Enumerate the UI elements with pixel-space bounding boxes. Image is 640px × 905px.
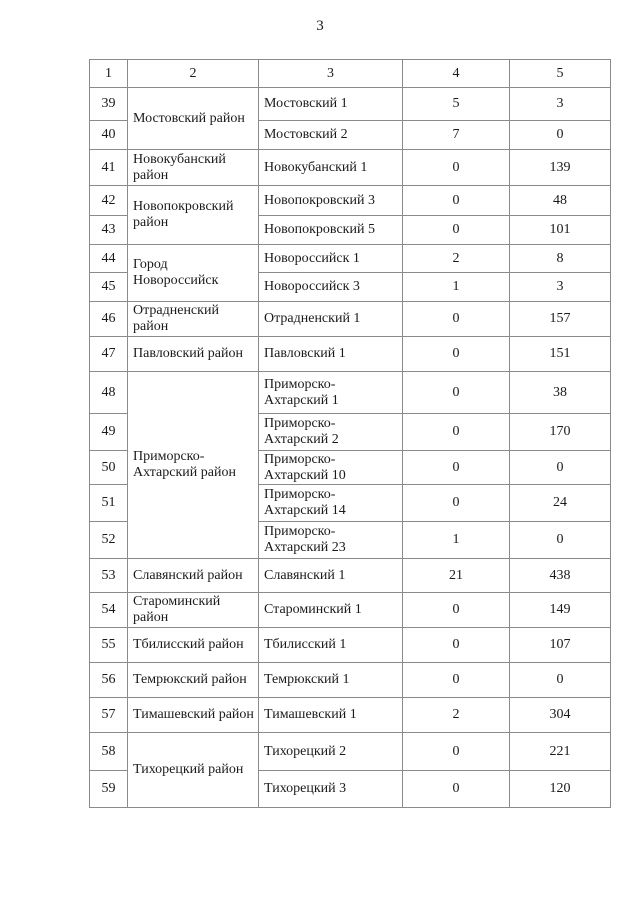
site-cell: Приморско-Ахтарский 23 — [259, 522, 403, 559]
data-table — [89, 59, 611, 808]
site-cell: Приморско-Ахтарский 1 — [259, 372, 403, 414]
site-cell: Новокубанский 1 — [259, 150, 403, 186]
column-4-cell: 2 — [403, 245, 510, 273]
table-row — [90, 733, 611, 771]
district-cell: Темрюкский район — [128, 663, 259, 698]
site-cell: Тихорецкий 3 — [259, 771, 403, 808]
table-row — [90, 150, 611, 186]
table-row — [90, 559, 611, 593]
site-cell: Приморско-Ахтарский 2 — [259, 414, 403, 451]
district-cell: Тихорецкий район — [128, 733, 259, 808]
column-5-cell: 157 — [510, 302, 611, 337]
site-cell: Новороссийск 3 — [259, 273, 403, 302]
header-row — [90, 60, 611, 88]
row-number-cell: 45 — [90, 273, 128, 302]
column-5-cell: 0 — [510, 663, 611, 698]
site-cell: Тимашевский 1 — [259, 698, 403, 733]
column-4-cell: 7 — [403, 121, 510, 150]
row-number-cell: 41 — [90, 150, 128, 186]
table-row — [90, 302, 611, 337]
column-4-cell: 21 — [403, 559, 510, 593]
column-4-cell: 0 — [403, 593, 510, 628]
district-cell: Павловский район — [128, 337, 259, 372]
header-cell-2: 2 — [128, 60, 259, 88]
column-5-cell: 170 — [510, 414, 611, 451]
row-number-cell: 48 — [90, 372, 128, 414]
table-body — [90, 60, 611, 808]
row-number-cell: 47 — [90, 337, 128, 372]
row-number-cell: 53 — [90, 559, 128, 593]
column-5-cell: 48 — [510, 186, 611, 216]
row-number-cell: 46 — [90, 302, 128, 337]
column-5-cell: 38 — [510, 372, 611, 414]
site-cell: Тбилисский 1 — [259, 628, 403, 663]
column-4-cell: 0 — [403, 302, 510, 337]
site-cell: Славянский 1 — [259, 559, 403, 593]
site-cell: Тихорецкий 2 — [259, 733, 403, 771]
column-4-cell: 0 — [403, 733, 510, 771]
column-5-cell: 304 — [510, 698, 611, 733]
column-4-cell: 2 — [403, 698, 510, 733]
column-5-cell: 438 — [510, 559, 611, 593]
row-number-cell: 51 — [90, 485, 128, 522]
column-5-cell: 149 — [510, 593, 611, 628]
column-4-cell: 1 — [403, 522, 510, 559]
column-4-cell: 0 — [403, 150, 510, 186]
site-cell: Новопокровский 5 — [259, 216, 403, 245]
column-4-cell: 0 — [403, 414, 510, 451]
column-5-cell: 221 — [510, 733, 611, 771]
column-5-cell: 0 — [510, 451, 611, 485]
row-number-cell: 55 — [90, 628, 128, 663]
row-number-cell: 42 — [90, 186, 128, 216]
site-cell: Приморско-Ахтарский 10 — [259, 451, 403, 485]
column-5-cell: 101 — [510, 216, 611, 245]
column-5-cell: 139 — [510, 150, 611, 186]
header-cell-5: 5 — [510, 60, 611, 88]
table-row — [90, 628, 611, 663]
row-number-cell: 44 — [90, 245, 128, 273]
column-5-cell: 107 — [510, 628, 611, 663]
table-row — [90, 88, 611, 121]
column-4-cell: 0 — [403, 451, 510, 485]
header-cell-3: 3 — [259, 60, 403, 88]
table-row — [90, 372, 611, 414]
column-5-cell: 8 — [510, 245, 611, 273]
column-4-cell: 0 — [403, 186, 510, 216]
site-cell: Павловский 1 — [259, 337, 403, 372]
column-5-cell: 120 — [510, 771, 611, 808]
column-5-cell: 3 — [510, 273, 611, 302]
district-cell: Мостовский район — [128, 88, 259, 150]
row-number-cell: 40 — [90, 121, 128, 150]
column-5-cell: 3 — [510, 88, 611, 121]
row-number-cell: 50 — [90, 451, 128, 485]
column-4-cell: 0 — [403, 663, 510, 698]
site-cell: Новороссийск 1 — [259, 245, 403, 273]
row-number-cell: 43 — [90, 216, 128, 245]
district-cell: Староминский район — [128, 593, 259, 628]
row-number-cell: 56 — [90, 663, 128, 698]
district-cell: Тимашевский район — [128, 698, 259, 733]
district-cell: Приморско-Ахтарский район — [128, 372, 259, 559]
table-row — [90, 698, 611, 733]
district-cell: Новокубанский район — [128, 150, 259, 186]
site-cell: Новопокровский 3 — [259, 186, 403, 216]
district-cell: Славянский район — [128, 559, 259, 593]
row-number-cell: 58 — [90, 733, 128, 771]
column-5-cell: 0 — [510, 522, 611, 559]
row-number-cell: 59 — [90, 771, 128, 808]
row-number-cell: 52 — [90, 522, 128, 559]
row-number-cell: 39 — [90, 88, 128, 121]
row-number-cell: 57 — [90, 698, 128, 733]
page-number: 3 — [316, 18, 324, 34]
district-cell: Новопокровский район — [128, 186, 259, 245]
district-cell: Город Новороссийск — [128, 245, 259, 302]
column-5-cell: 24 — [510, 485, 611, 522]
column-4-cell: 0 — [403, 372, 510, 414]
district-cell: Отрадненский район — [128, 302, 259, 337]
table-row — [90, 663, 611, 698]
column-4-cell: 0 — [403, 337, 510, 372]
column-4-cell: 0 — [403, 485, 510, 522]
site-cell: Мостовский 1 — [259, 88, 403, 121]
column-4-cell: 0 — [403, 771, 510, 808]
site-cell: Темрюкский 1 — [259, 663, 403, 698]
site-cell: Приморско-Ахтарский 14 — [259, 485, 403, 522]
header-cell-1: 1 — [90, 60, 128, 88]
site-cell: Староминский 1 — [259, 593, 403, 628]
column-4-cell: 0 — [403, 216, 510, 245]
row-number-cell: 54 — [90, 593, 128, 628]
site-cell: Отрадненский 1 — [259, 302, 403, 337]
column-5-cell: 0 — [510, 121, 611, 150]
column-5-cell: 151 — [510, 337, 611, 372]
site-cell: Мостовский 2 — [259, 121, 403, 150]
header-cell-4: 4 — [403, 60, 510, 88]
table-row — [90, 337, 611, 372]
column-4-cell: 5 — [403, 88, 510, 121]
column-4-cell: 1 — [403, 273, 510, 302]
column-4-cell: 0 — [403, 628, 510, 663]
table-row — [90, 593, 611, 628]
table-row — [90, 245, 611, 273]
table-row — [90, 186, 611, 216]
district-cell: Тбилисский район — [128, 628, 259, 663]
row-number-cell: 49 — [90, 414, 128, 451]
